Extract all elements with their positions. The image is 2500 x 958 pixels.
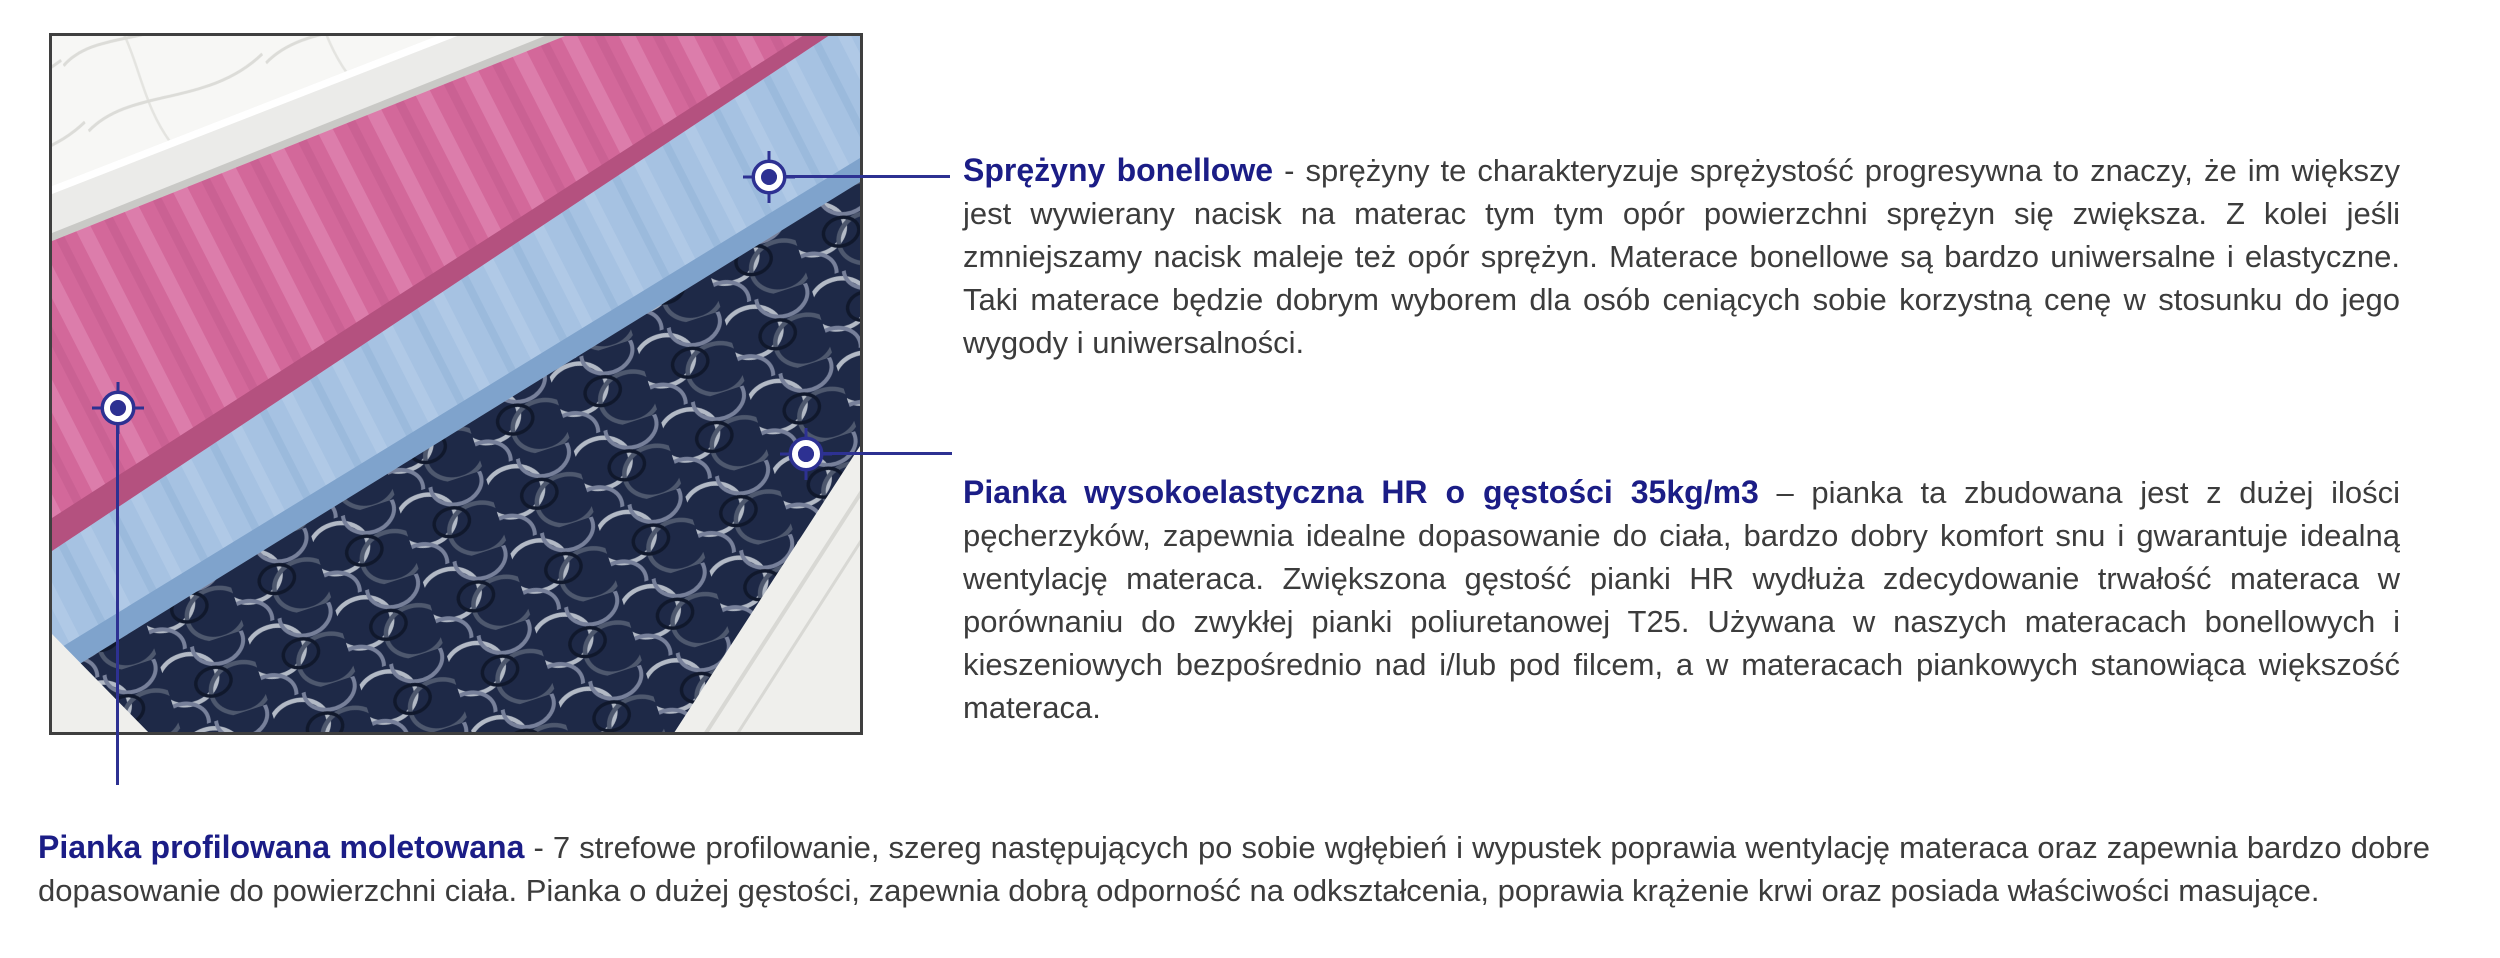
annotation-profiled-foam-title: Pianka profilowana moletowana xyxy=(38,829,525,865)
annotation-profiled-foam xyxy=(38,826,2430,912)
annotation-springs-body: - sprężyny te charakteryzuje sprężystość progresywna to znaczy, że im większy jest wywierany nacisk na materac tym tym opór powierzchni sprężyn się zwiększa. Z kolei jeśli zmniejszamy nacisk maleje też opór sprężyn. Materace bonellowe są bardzo uniwersalne i elastyczne. Taki materace będzie dobrym wyborem dla osób ceniących sobie korzystną cenę w stosunku do jego wygody i uniwersalności. xyxy=(963,153,2400,360)
target-marker-hr-foam xyxy=(778,426,834,482)
target-marker-springs xyxy=(741,149,797,205)
target-marker-profiled-foam xyxy=(90,380,146,436)
annotation-springs-title: Sprężyny bonellowe xyxy=(963,152,1274,188)
target-crosshair-icon xyxy=(743,151,795,203)
target-crosshair-icon xyxy=(780,428,832,480)
annotation-springs xyxy=(963,149,2400,364)
target-crosshair-icon xyxy=(92,382,144,434)
mattress-layers-illustration xyxy=(52,36,860,732)
mattress-cross-section-image xyxy=(49,33,863,735)
annotation-hr-foam-title: Pianka wysokoelastyczna HR o gęstości 35kg/m3 xyxy=(963,474,1759,510)
annotation-profiled-foam-body: - 7 strefowe profilowanie, szereg następujących po sobie wgłębień i wypustek poprawia wentylację materaca oraz zapewnia bardzo dobre dopasowanie do powierzchni ciała. Pianka o dużej gęstości, zapewnia dobrą odporność na odkształcenia, poprawia krążenie krwi oraz posiada właściwości masujące. xyxy=(38,830,2431,908)
callout-line-profiled-foam xyxy=(116,408,119,785)
annotation-hr-foam xyxy=(963,471,2400,729)
annotation-hr-foam-body: – pianka ta zbudowana jest z dużej ilości pęcherzyków, zapewnia idealne dopasowanie do ciała, bardzo dobry komfort snu i gwarantuje idealną wentylację materaca. Zwiększona gęstość pianki HR wydłuża zdecydowanie trwałość materaca w porównaniu do zwykłej pianki poliuretanowej T25. Używana w naszych materacach bonellowych i kieszeniowych bezpośrednio nad i/lub pod filcem, a w materacach piankowych stanowiąca większość materaca. xyxy=(963,475,2400,725)
